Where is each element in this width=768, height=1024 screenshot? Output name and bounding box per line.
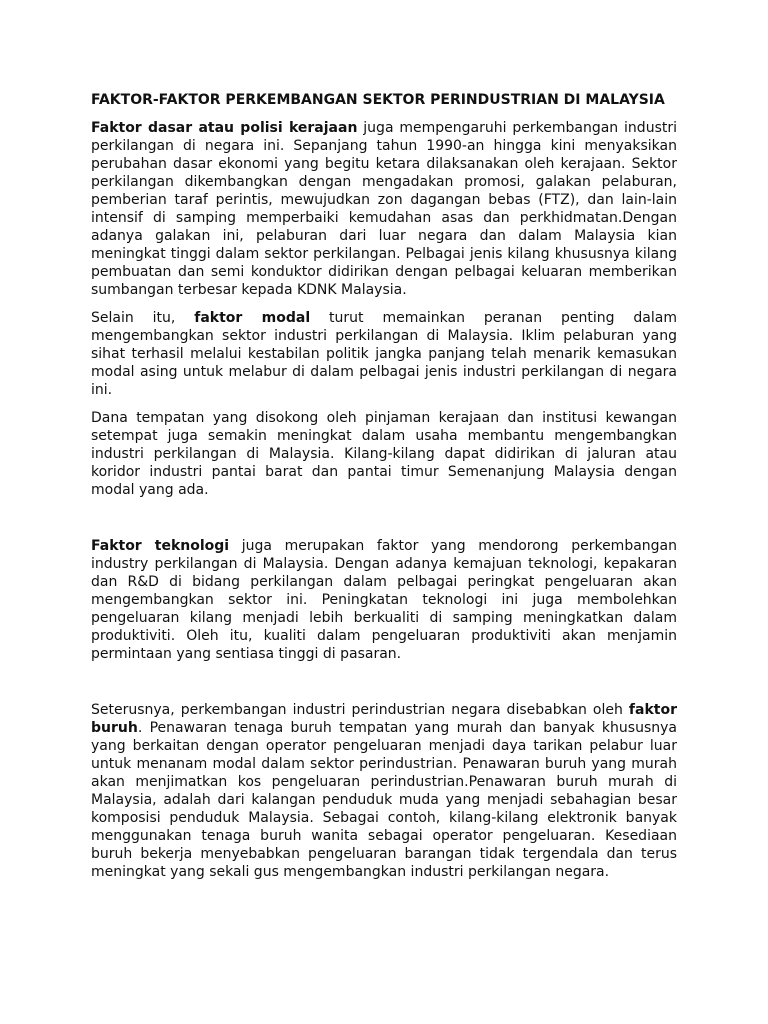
document-title: FAKTOR-FAKTOR PERKEMBANGAN SEKTOR PERINDUSTRIAN DI MALAYSIA [91, 92, 665, 108]
paragraph-text: turut memainkan peranan penting dalam mengembangkan sektor industri perkilangan di Malaysia. Iklim pelaburan yang sihat terhasil melalui kestabilan politik jangka panjang telah menarik kemasukan modal asing untuk melabur di dalam pelbagai jenis industri perkilangan di negara ini. [91, 310, 677, 398]
paragraph-text: juga merupakan faktor yang mendorong perkembangan industry perkilangan di Malaysia. Dengan adanya kemajuan teknologi, kepakaran dan R&D di bidang perkilangan dalam pelbagai peringkat pengeluaran akan mengembangkan sektor ini. Peningkatan teknologi ini juga membolehkan pengeluaran kilang menjadi lebih berkualiti di samping meningkatkan dalam produktiviti. Oleh itu, kualiti dalam pengeluaran produktiviti akan menjamin permintaan yang sentiasa tinggi di pasaran. [91, 538, 678, 662]
paragraph-lead: Selain itu, [91, 310, 195, 326]
paragraph-lead: Seterusnya, perkembangan industri perindustrian negara disebabkan oleh [91, 702, 629, 718]
paragraph-faktor-teknologi [91, 537, 677, 663]
paragraph-dasar-kerajaan [91, 119, 677, 299]
paragraph-bold-term: Faktor dasar atau polisi kerajaan [91, 120, 358, 136]
paragraph-bold-term: faktor modal [194, 310, 311, 326]
paragraph-text: juga mempengaruhi perkembangan industri perkilangan di negara ini. Sepanjang tahun 1990-an hingga kini menyaksikan perubahan dasar ekonomi yang begitu ketara dilaksanakan oleh kerajaan. Sektor perkilangan dikembangkan dengan mengadakan promosi, galakan pelaburan, pemberian taraf perintis, mewujudkan zon dagangan bebas (FTZ), dan lain-lain intensif di samping memperbaiki kemudahan asas dan perkhidmatan.Dengan adanya galakan ini, pelaburan dari luar negara dan dalam Malaysia kian meningkat tinggi dalam sektor perkilangan. Pelbagai jenis kilang khususnya kilang pembuatan dan semi konduktor didirikan dengan pelbagai keluaran memberikan sumbangan terbesar kepada KDNK Malaysia. [91, 120, 677, 298]
blank-line [91, 673, 677, 701]
paragraph-faktor-buruh [91, 701, 677, 881]
blank-line [91, 509, 677, 537]
paragraph-faktor-modal [91, 309, 677, 399]
paragraph-bold-term: Faktor teknologi [91, 538, 230, 554]
paragraph-dana-tempatan: Dana tempatan yang disokong oleh pinjaman kerajaan dan institusi kewangan setempat juga semakin meningkat dalam usaha membantu mengembangkan industri perkilangan di Malaysia. Kilang-kilang dapat didirikan di jaluran atau koridor industri pantai barat dan pantai timur Semenanjung Malaysia dengan modal yang ada. [91, 410, 677, 498]
paragraph-bold-term: faktor buruh [91, 702, 677, 736]
paragraph-text: . Penawaran tenaga buruh tempatan yang murah dan banyak khususnya yang berkaitan dengan operator pengeluaran menjadi daya tarikan pelabur luar untuk menanam modal dalam sektor perindustrian. Penawaran buruh yang murah akan menjimatkan kos pengeluaran perindustrian.Penawaran buruh murah di Malaysia, adalah dari kalangan penduduk muda yang menjadi sebahagian besar komposisi penduduk Malaysia. Sebagai contoh, kilang-kilang elektronik banyak menggunakan tenaga buruh wanita sebagai operator pengeluaran. Kesediaan buruh bekerja menyebabkan pengeluaran barangan tidak tergendala dan terus meningkat yang sekali gus mengembangkan industri perkilangan negara. [91, 720, 677, 880]
document-page [91, 91, 677, 891]
